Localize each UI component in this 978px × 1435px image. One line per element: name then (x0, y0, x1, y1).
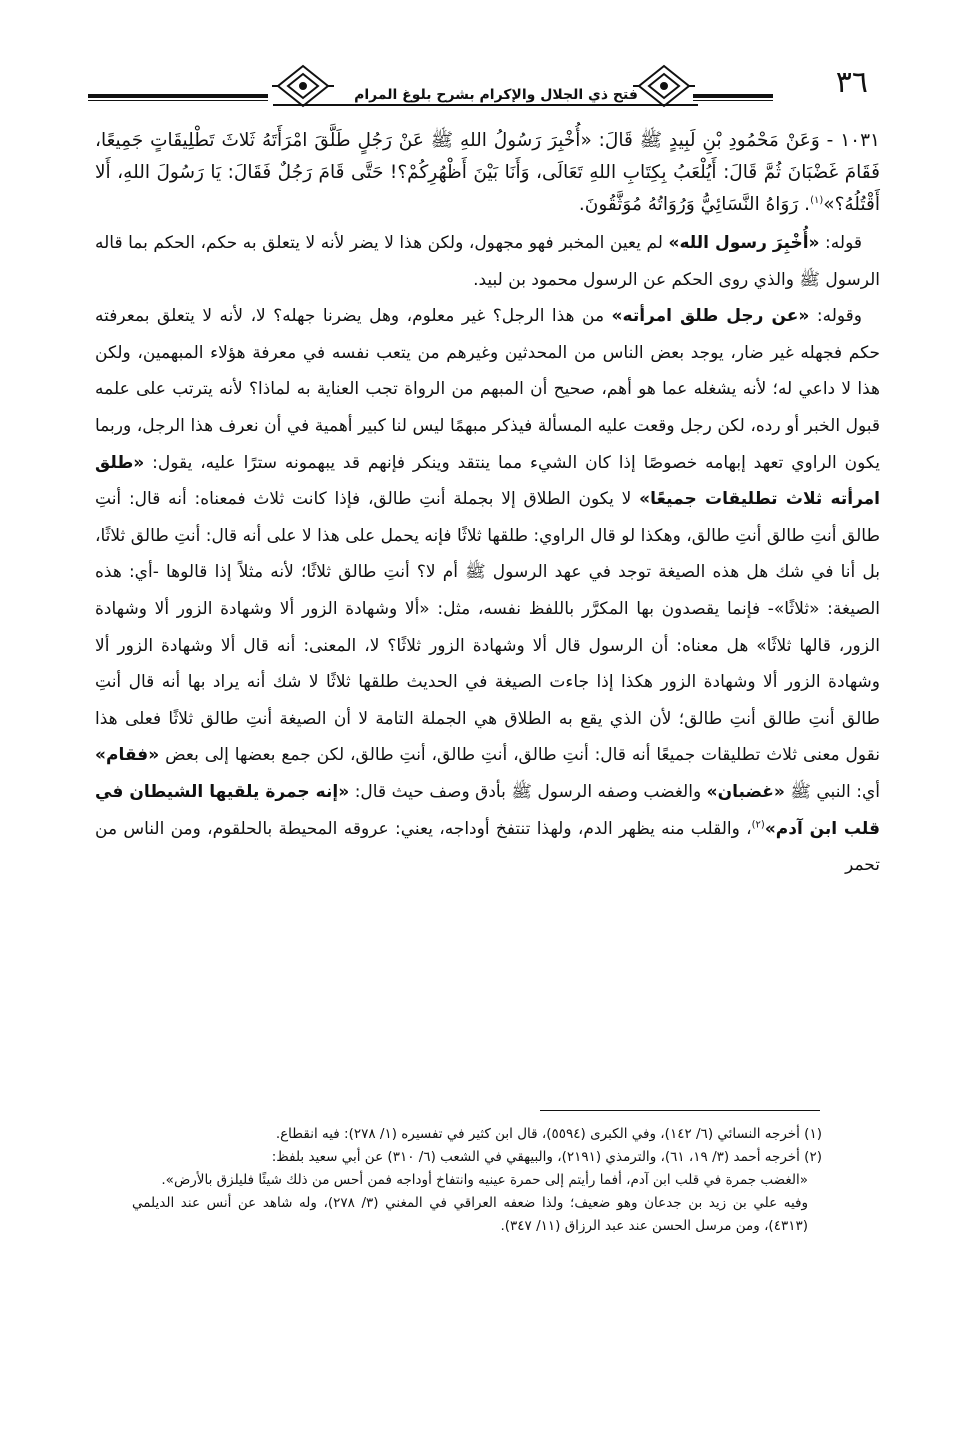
header-rule-right (693, 94, 773, 98)
hadith-text: وَعَنْ مَحْمُودِ بْنِ لَبِيدٍ ﷺ قَالَ: «أُخْبِرَ رَسُولُ اللهِ ﷺ عَنْ رَجُلٍ طَلَّقَ امْرَأَتَهُ ثَلاثَ تَطْلِيقَاتٍ جَمِيعًا، فَقَامَ غَضْبَانَ ثُمَّ قَالَ: أَيُلْعَبُ بِكِتَابِ اللهِ تَعَالَى، وَأَنَا بَيْنَ أَظْهُرِكُمْ؟! حَتَّى قَامَ رَجُلٌ فَقَالَ: يَا رَسُولَ اللهِ، أَلا أَقْتُلُهُ؟» (95, 130, 880, 215)
footnote-ref-1: (١) (810, 194, 824, 206)
hadith-tail: . رَوَاهُ النَّسَائِيُّ وَرُوَاتُهُ مُوَثَّقُونَ. (578, 194, 811, 215)
footnote-separator (540, 1110, 820, 1111)
para2-text-3: أي: النبي ﷺ (784, 781, 880, 802)
footnote-ref-2: (٢) (751, 818, 765, 830)
para1-quote: «أُخْبِرَ رسول الله» (668, 233, 820, 253)
ornament-left-icon (272, 62, 334, 110)
main-text (95, 125, 880, 884)
para1-text: لم يعين المخبر فهو مجهول، ولكن هذا لا يضر لأنه لا يتعلق به حكم، الحكم بما قاله الرسول ﷺ والذي روى الحكم عن الرسول محمود بن لبيد. (95, 233, 880, 290)
header-rule-left (88, 94, 268, 98)
para2-text-5: ، والقلب منه يظهر الدم، ولهذا تنتفخ أوداجه، يعني: عروقه المحيطة بالحلقوم، ومن الناس من تحمر (95, 818, 880, 876)
footnotes (132, 1123, 822, 1238)
para2-quote-3: «فقام» (95, 745, 160, 766)
footnote-2-quote: «الغضب جمرة في قلب ابن آدم، أفما رأيتم إلى حمرة عينيه وانتفاخ أوداجه فمن أحس من ذلك شيئًا فليلزق بالأرض». (161, 1172, 808, 1188)
header-rule-left-thin (88, 100, 268, 101)
commentary-paragraph-1 (95, 225, 880, 298)
page-header (88, 58, 878, 108)
footnote-2-continuation: وفيه علي بن زيد بن جدعان وهو ضعيف؛ ولذا ضعفه العراقي في المغني (٣/ ٢٧٨)، وله شاهد عن أنس عند الديلمي (٤٣١٣)، ومن مرسل الحسن عند عبد الرزاق (١١/ ٣٤٧). (132, 1195, 809, 1234)
header-rule-right-thin (693, 100, 773, 101)
hadith-block: ١٠٣١ - وَعَنْ مَحْمُودِ بْنِ لَبِيدٍ ﷺ قَالَ: «أُخْبِرَ رَسُولُ اللهِ ﷺ عَنْ رَجُلٍ طَلَّقَ امْرَأَتَهُ ثَلاثَ تَطْلِيقَاتٍ جَمِيعًا، فَقَامَ غَضْبَانَ ثُمَّ قَالَ: أَيُلْعَبُ بِكِتَابِ اللهِ تَعَالَى، وَأَنَا بَيْنَ أَظْهُرِكُمْ؟! حَتَّى قَامَ رَجُلٌ فَقَالَ: يَا رَسُولَ اللهِ، أَلا أَقْتُلُهُ؟»$^{(١)}$. رَوَاهُ النَّسَائِيُّ وَرُوَاتُهُ مُوَثَّقُونَ. (95, 130, 880, 215)
para2-quote-5: «إنه جمرة يلقيها الشيطان في قلب ابن آدم» (95, 781, 880, 839)
commentary-paragraph-2 (95, 298, 880, 884)
para2-quote-2: «طلق امرأته ثلاث تطليقات جميعًا» (95, 452, 880, 510)
para2-text-4: والغضب وصفه الرسول ﷺ بأدق وصف حيث قال: (349, 781, 707, 802)
para1-lead: قوله: (819, 233, 862, 253)
footnote-2: (٢) أخرجه أحمد (٣/ ١٩، ٦١)، والترمذي (٢١٩١)، والبيهقي في الشعب (٦/ ٣١٠) عن أبي سعيد بلفظ: (271, 1149, 822, 1165)
hadith-number: ١٠٣١ (840, 130, 880, 151)
para2-text-2: لا يكون الطلاق إلا بجملة أنتِ طالق، فإذا كانت ثلاث فمعناه: أنه قال: أنتِ طالق أنتِ طالق أنتِ طالق، وهكذا لو قال الراوي: طلقها ثلاثًا فإنه يحمل على هذا لا على أنه قال: أنتِ طالق ثلاثًا، بل أنا في شك هل هذه الصيغة توجد في عهد الرسول ﷺ أم لا؟ أنتِ طالق ثلاثًا؛ لأنه مثلاً إذا قالوها -أي: هذه الصيغة: «ثلاثًا»- فإنما يقصدون بها المكرَّر باللفظ نفسه، مثل: «ألا وشهادة الزور ألا وشهادة الزور ألا وشهادة الزور، قالها ثلاثًا» هل معناه: أن الرسول قال ألا وشهادة الزور ثلاثًا؟ لا، المعنى: أنه قال ألا وشهادة الزور ألا وشهادة الزور ألا وشهادة الزور هكذا إذا جاءت الصيغة في الحديث طلقها ثلاثًا لا شك أنه يراد بها أنه قال أنتِ طالق أنتِ طالق أنتِ طالق؛ لأن الذي يقع به الطلاق هي الجملة التامة لا أن الصيغة أنتِ طالق ثلاثًا فعلى هذا نقول معنى ثلاث تطليقات جميعًا أنه قال: أنتِ طالق، أنتِ طالق، أنتِ طالق، لكن جمع بعضها إلى بعض (95, 489, 880, 766)
para2-lead: وقوله: (809, 306, 863, 327)
footnote-1: (١) أخرجه النسائي (٦/ ١٤٢)، وفي الكبرى (٥٥٩٤)، قال ابن كثير في تفسيره (١/ ٢٧٨): فيه انقطاع. (275, 1126, 822, 1142)
page-number: ٣٦ (835, 65, 868, 100)
book-title: فتح ذي الجلال والإكرام بشرح بلوغ المرام (354, 87, 638, 103)
para2-quote-4: «غضبان» (706, 781, 785, 802)
para2-text-1: من هذا الرجل؟ غير معلوم، وهل يضرنا جهله؟ لا، لأنه لا يتعلق بمعرفته حكم فجهله غير ضار، يوجد بعض الناس من المحدثين وغيرهم من يتعب نفسه في معرفة هؤلاء المبهمين، ولكن هذا لا داعي له؛ لأنه يشغله عما هو أهم، صحيح أن المبهم من الرواة تجب العناية به لماذا؟ لأنه يترتب على علمه قبول الخبر أو رده، لكن رجل وقعت عليه المسألة فيذكر مبهمًا ليس لنا كبير أهمية في أن نعرف هذا الرجل، وربما يكون الراوي تعهد إبهامه خصوصًا إذا كان الشيء مما ينتقد وينكر فإنهم قد يبهمونه سترًا عليه، يقول: (95, 306, 880, 473)
para2-quote-1: «عن رجل طلق امرأته» (611, 306, 810, 327)
